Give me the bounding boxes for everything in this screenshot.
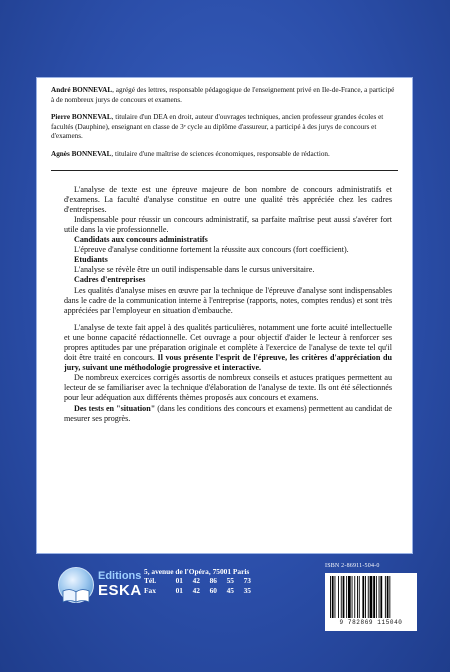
desc-paragraph-5: Les qualités d'analyse mises en œuvre par la technique de l'épreuve d'analyse sont indispensables dans le cadre de la communication interne à l'entreprise (rapports, notes, comptes rendus) et sont très appréciées par l'employeur en situation d'embauche. bbox=[64, 285, 392, 315]
text-panel bbox=[37, 78, 412, 553]
fax-row: Fax 01 42 60 45 35 bbox=[144, 585, 251, 595]
barcode bbox=[325, 573, 417, 631]
logo-eska: ESKA bbox=[98, 582, 142, 599]
open-book-icon bbox=[62, 589, 90, 603]
heading-etudiants: Etudiants bbox=[74, 255, 108, 265]
book-description bbox=[37, 171, 412, 424]
barcode-bar bbox=[389, 576, 390, 618]
author-bio-3: Agnès BONNEVAL, titulaire d'une maîtrise de sciences économiques, responsable de rédaction. bbox=[51, 149, 330, 158]
desc-paragraph-2: Indispensable pour réussir un concours administratif, sa parfaite maîtrise peut aussi s'avérer fort utile dans la vie professionnelle. bbox=[64, 214, 392, 234]
heading-cadres: Cadres d'entreprises bbox=[74, 275, 146, 285]
publisher-address bbox=[144, 567, 251, 595]
barcode-bar bbox=[352, 576, 353, 618]
barcode-bar bbox=[330, 576, 331, 618]
phone-row: Tél. 01 42 86 55 73 bbox=[144, 576, 251, 586]
desc-paragraph-6: L'analyse de texte fait appel à des qualités particulières, notamment une forte acuité intellectuelle et une bonne capacité rédactionnelle. Cet ouvrage a pour objectif d'aider le lecteur à renforcer ses propres aptitudes par une préparation originale et complète à l'exercice de l'analyse de texte tel qu'il doit être traité en concours. Il vous présente l'esprit de l'épreuve, les critères d'appréciation du jury, suivant une méthodologie progressive et interactive. bbox=[64, 322, 392, 373]
barcode-bar bbox=[362, 576, 364, 618]
barcode-bars bbox=[329, 576, 413, 618]
barcode-digits: 9 782869 115040 bbox=[339, 619, 403, 626]
barcode-bar bbox=[348, 576, 351, 618]
barcode-bar bbox=[335, 576, 336, 618]
desc-paragraph-3: L'épreuve d'analyse conditionne fortement la réussite aux concours (fort coefficient). bbox=[74, 245, 349, 255]
barcode-bar bbox=[376, 576, 377, 618]
desc-paragraph-1: L'analyse de texte est une épreuve majeure de bon nombre de concours administratifs et d'examens. La faculté d'analyse constitue en outre une qualité très appréciée chez les cadres d'entreprises. bbox=[64, 184, 392, 214]
barcode-bar bbox=[346, 576, 347, 618]
desc-paragraph-8: Des tests en "situation" (dans les conditions des concours et examens) permettent au candidat de mesurer ses progrès. bbox=[64, 403, 393, 423]
barcode-bar bbox=[385, 576, 386, 618]
isbn-number: ISBN 2-86911-504-0 bbox=[325, 563, 380, 569]
desc-paragraph-7: De nombreux exercices corrigés assortis de nombreux conseils et astuces pratiques permettent au lecteur de se familiariser avec la technique d'élaboration de l'analyse de texte. Ils ont été sélectionnés pour leur adéquation aux différents thèmes proposés aux concours et examens. bbox=[64, 373, 392, 403]
barcode-bar bbox=[354, 576, 355, 618]
barcode-bar bbox=[373, 576, 375, 618]
barcode-bar bbox=[387, 576, 389, 618]
author-bio-2: Pierre BONNEVAL, titulaire d'un DEA en droit, auteur d'ouvrages techniques, ancien professeur grandes écoles et facultés (Dauphine), enseignant en classe de 3ᵉ cycle au diplôme d'assureur, a participé à des jurys de concours et d'examens. bbox=[51, 113, 384, 141]
barcode-bar bbox=[370, 576, 373, 618]
author-bio-1: André BONNEVAL, agrégé des lettres, responsable pédagogique de l'enseignement privé en Ile-de-France, a participé à de nombreux jurys de concours et examens. bbox=[51, 86, 395, 104]
heading-candidats: Candidats aux concours administratifs bbox=[74, 235, 208, 245]
barcode-bar bbox=[379, 576, 380, 618]
barcode-bar bbox=[343, 576, 345, 618]
barcode-bar bbox=[380, 576, 382, 618]
address-line: 5, avenue de l'Opéra, 75001 Paris bbox=[144, 567, 250, 576]
barcode-bar bbox=[338, 576, 339, 618]
barcode-bar bbox=[341, 576, 342, 618]
desc-paragraph-4: L'analyse se révèle être un outil indispensable dans le cursus universitaire. bbox=[74, 265, 315, 275]
barcode-bar bbox=[365, 576, 366, 618]
barcode-bar bbox=[368, 576, 369, 618]
author-bios bbox=[37, 78, 412, 160]
barcode-bar bbox=[332, 576, 334, 618]
barcode-bar bbox=[357, 576, 358, 618]
barcode-bar bbox=[359, 576, 360, 618]
logo-editions: Editions bbox=[98, 570, 142, 582]
